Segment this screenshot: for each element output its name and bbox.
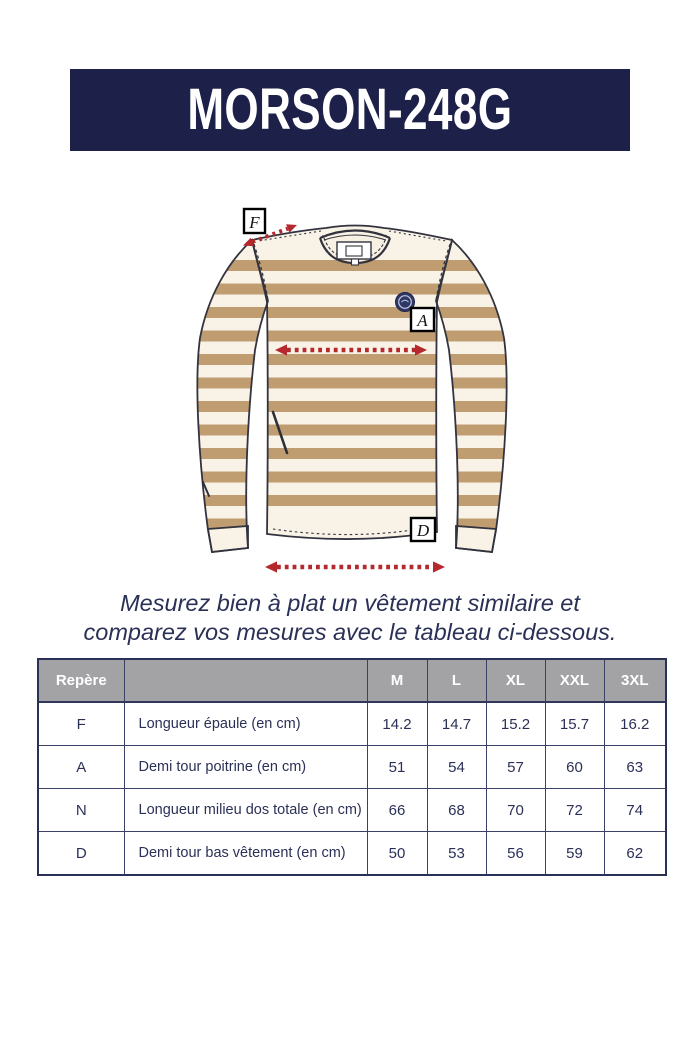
size-value-cell: 53 (427, 832, 486, 875)
size-value-cell: 15.7 (545, 702, 604, 746)
shirt-body (180, 226, 520, 553)
header-size-m: M (367, 660, 427, 702)
row-description: Longueur milieu dos totale (en cm) (124, 789, 367, 832)
product-title: MORSON-248G (187, 77, 513, 142)
size-table (37, 658, 667, 876)
instruction-line-2: comparez vos mesures avec le tableau ci-dessous. (83, 619, 617, 645)
label-A (411, 308, 434, 331)
instruction-line-1: Mesurez bien à plat un vêtement similaire et (120, 590, 580, 616)
header-description (124, 660, 367, 702)
size-value-cell: 50 (367, 832, 427, 875)
size-value-cell: 54 (427, 746, 486, 789)
size-value-cell: 62 (604, 832, 665, 875)
svg-text:A: A (417, 311, 428, 330)
size-value-cell: 14.2 (367, 702, 427, 746)
header-size-3xl: 3XL (604, 660, 665, 702)
size-value-cell: 63 (604, 746, 665, 789)
svg-text:D: D (416, 521, 430, 540)
header-size-xl: XL (486, 660, 545, 702)
size-table-header-row (39, 660, 665, 702)
stripe-pattern (180, 258, 520, 530)
table-row (39, 746, 665, 789)
hem-arrow (265, 561, 445, 572)
size-value-cell: 72 (545, 789, 604, 832)
size-value-cell: 70 (486, 789, 545, 832)
size-value-cell: 56 (486, 832, 545, 875)
size-value-cell: 16.2 (604, 702, 665, 746)
size-value-cell: 51 (367, 746, 427, 789)
size-value-cell: 57 (486, 746, 545, 789)
header-size-l: L (427, 660, 486, 702)
label-F (244, 209, 265, 233)
size-value-cell: 14.7 (427, 702, 486, 746)
label-D (411, 518, 435, 541)
svg-text:F: F (249, 213, 260, 232)
row-code: A (39, 746, 124, 789)
table-row (39, 832, 665, 875)
table-row (39, 702, 665, 746)
product-banner (70, 69, 630, 151)
row-description: Demi tour poitrine (en cm) (124, 746, 367, 789)
table-row (39, 789, 665, 832)
shirt-measurement-diagram (180, 200, 520, 580)
row-code: F (39, 702, 124, 746)
size-value-cell: 66 (367, 789, 427, 832)
size-value-cell: 74 (604, 789, 665, 832)
measuring-instruction (0, 589, 700, 647)
row-description: Demi tour bas vêtement (en cm) (124, 832, 367, 875)
row-code: D (39, 832, 124, 875)
row-code: N (39, 789, 124, 832)
size-value-cell: 15.2 (486, 702, 545, 746)
header-repere: Repère (39, 660, 124, 702)
size-value-cell: 60 (545, 746, 604, 789)
size-value-cell: 59 (545, 832, 604, 875)
row-description: Longueur épaule (en cm) (124, 702, 367, 746)
header-size-xxl: XXL (545, 660, 604, 702)
size-value-cell: 68 (427, 789, 486, 832)
